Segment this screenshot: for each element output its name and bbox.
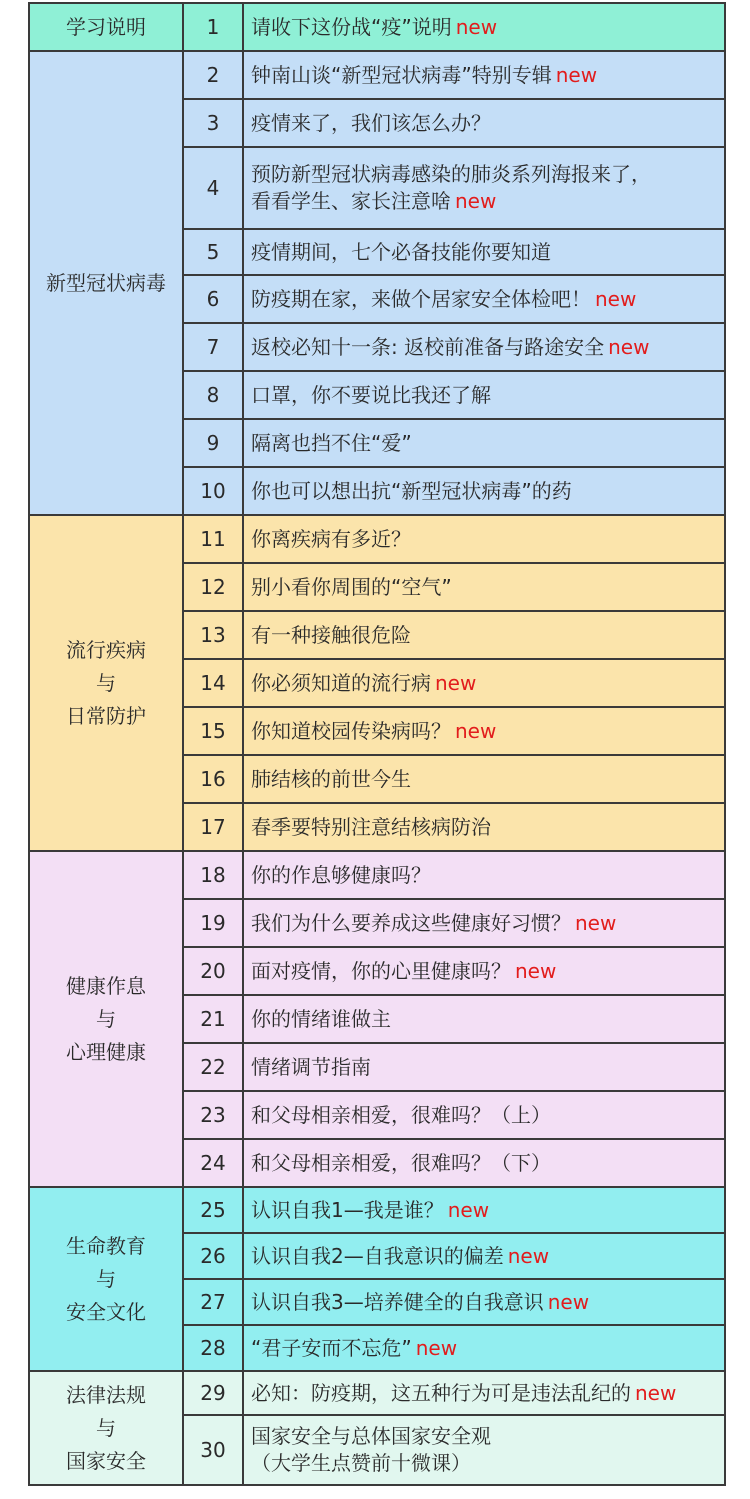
lesson-number: 19 bbox=[183, 899, 243, 947]
lesson-title[interactable] bbox=[251, 334, 724, 361]
lesson-title-text[interactable]: 你的情绪谁做主 bbox=[251, 1006, 391, 1031]
lesson-title[interactable] bbox=[251, 766, 724, 793]
lesson-number: 15 bbox=[183, 707, 243, 755]
lesson-title-cell[interactable] bbox=[243, 371, 725, 419]
lesson-title-text[interactable]: 隔离也挡不住“爱” bbox=[251, 430, 412, 455]
lesson-title[interactable] bbox=[251, 478, 724, 505]
new-badge: new bbox=[455, 718, 497, 743]
lesson-title-text[interactable]: （大学生点赞前十微课） bbox=[251, 1451, 471, 1475]
new-badge: new bbox=[415, 1335, 458, 1360]
category-label: 法律法规 bbox=[66, 1382, 146, 1407]
lesson-title-text[interactable]: 你也可以想出抗“新型冠状病毒”的药 bbox=[251, 478, 572, 503]
lesson-title-cell[interactable] bbox=[243, 1187, 725, 1233]
category-cell bbox=[29, 51, 183, 515]
category-label: 与 bbox=[96, 1266, 116, 1291]
lesson-number: 18 bbox=[183, 851, 243, 899]
lesson-title[interactable] bbox=[251, 239, 724, 266]
category-label: 与 bbox=[96, 1006, 116, 1031]
lesson-number: 1 bbox=[183, 3, 243, 51]
category-cell bbox=[29, 851, 183, 1187]
lesson-title-text[interactable]: 和父母相亲相爱，很难吗？（下） bbox=[251, 1150, 551, 1175]
category-cell bbox=[29, 515, 183, 851]
lesson-title-cell[interactable] bbox=[243, 467, 725, 515]
lesson-title[interactable] bbox=[251, 430, 724, 457]
lesson-number: 29 bbox=[183, 1371, 243, 1415]
lesson-title-cell[interactable] bbox=[243, 1371, 725, 1415]
lesson-title-text[interactable]: 钟南山谈“新型冠状病毒”特别专辑 bbox=[251, 62, 552, 87]
lesson-title-cell[interactable] bbox=[243, 1139, 725, 1187]
lesson-title-text[interactable]: 面对疫情，你的心里健康吗？ bbox=[251, 958, 511, 983]
lesson-number: 23 bbox=[183, 1091, 243, 1139]
lesson-title-text[interactable]: 认识自我2—自我意识的偏差 bbox=[251, 1243, 504, 1268]
lesson-title-cell[interactable] bbox=[243, 659, 725, 707]
lesson-title-cell[interactable] bbox=[243, 803, 725, 851]
lesson-title-text[interactable]: 防疫期在家，来做个居家安全体检吧！ bbox=[251, 286, 591, 311]
lesson-title-text[interactable]: 情绪调节指南 bbox=[251, 1054, 371, 1079]
category-label: 日常防护 bbox=[66, 703, 146, 728]
table-body bbox=[29, 3, 725, 1485]
lesson-title-text[interactable]: 预防新型冠状病毒感染的肺炎系列海报来了， bbox=[251, 162, 651, 186]
lesson-title-text[interactable]: 你的作息够健康吗？ bbox=[251, 862, 431, 887]
lesson-title-cell[interactable] bbox=[243, 1325, 725, 1371]
lesson-title-cell[interactable] bbox=[243, 1233, 725, 1279]
course-index-table bbox=[28, 2, 726, 1486]
category-label: 流行疾病 bbox=[66, 637, 146, 662]
table-row bbox=[29, 3, 725, 51]
table-row bbox=[29, 515, 725, 563]
table-row bbox=[29, 1371, 725, 1415]
lesson-number: 11 bbox=[183, 515, 243, 563]
lesson-title-cell[interactable] bbox=[243, 323, 725, 371]
new-badge: new bbox=[608, 334, 650, 359]
lesson-number: 6 bbox=[183, 275, 243, 323]
lesson-title-text[interactable]: 和父母相亲相爱，很难吗？（上） bbox=[251, 1102, 551, 1127]
lesson-title[interactable] bbox=[251, 188, 724, 215]
lesson-title[interactable] bbox=[251, 670, 724, 697]
lesson-title-text[interactable]: 春季要特别注意结核病防治 bbox=[251, 814, 491, 839]
lesson-title-text[interactable]: 别小看你周围的“空气” bbox=[251, 574, 452, 599]
category-cell bbox=[29, 1371, 183, 1485]
lesson-title[interactable] bbox=[251, 1243, 724, 1270]
lesson-title-cell[interactable] bbox=[243, 1279, 725, 1325]
category-cell bbox=[29, 1187, 183, 1371]
lesson-title-cell[interactable] bbox=[243, 99, 725, 147]
lesson-title-text[interactable]: 你必须知道的流行病 bbox=[251, 670, 431, 695]
lesson-number: 12 bbox=[183, 563, 243, 611]
lesson-title-cell[interactable] bbox=[243, 563, 725, 611]
lesson-title[interactable] bbox=[251, 161, 724, 188]
lesson-title[interactable] bbox=[251, 286, 724, 313]
lesson-title-cell[interactable] bbox=[243, 851, 725, 899]
new-badge: new bbox=[635, 1380, 677, 1405]
lesson-title[interactable] bbox=[251, 862, 724, 889]
category-label: 安全文化 bbox=[66, 1299, 146, 1324]
lesson-title-text[interactable]: 返校必知十一条: 返校前准备与路途安全 bbox=[251, 334, 605, 359]
lesson-title[interactable] bbox=[251, 1006, 724, 1033]
lesson-title-text[interactable]: 你离疾病有多近？ bbox=[251, 526, 411, 551]
lesson-number: 16 bbox=[183, 755, 243, 803]
lesson-title[interactable] bbox=[251, 1423, 724, 1450]
lesson-title-cell[interactable] bbox=[243, 515, 725, 563]
lesson-number: 28 bbox=[183, 1325, 243, 1371]
category-label: 国家安全 bbox=[66, 1448, 146, 1473]
category-label: 心理健康 bbox=[66, 1039, 146, 1064]
new-badge: new bbox=[575, 910, 617, 935]
lesson-number: 8 bbox=[183, 371, 243, 419]
lesson-title[interactable] bbox=[251, 718, 724, 745]
lesson-title[interactable] bbox=[251, 1380, 724, 1407]
lesson-title-cell[interactable] bbox=[243, 229, 725, 275]
lesson-title-text[interactable]: 必知：防疫期，这五种行为可是违法乱纪的 bbox=[251, 1380, 631, 1405]
lesson-number: 10 bbox=[183, 467, 243, 515]
lesson-number: 24 bbox=[183, 1139, 243, 1187]
lesson-title-text[interactable]: “君子安而不忘危” bbox=[251, 1335, 412, 1360]
new-badge: new bbox=[455, 189, 497, 213]
lesson-number: 4 bbox=[183, 147, 243, 229]
lesson-number: 13 bbox=[183, 611, 243, 659]
lesson-title-text[interactable]: 认识自我1—我是谁？ bbox=[251, 1197, 444, 1222]
new-badge: new bbox=[447, 1197, 490, 1222]
lesson-title-text[interactable]: 看看学生、家长注意啥 bbox=[251, 189, 451, 213]
lesson-title[interactable] bbox=[251, 1289, 724, 1316]
table-row bbox=[29, 51, 725, 99]
lesson-title[interactable] bbox=[251, 958, 724, 985]
lesson-title[interactable] bbox=[251, 1150, 724, 1177]
lesson-title-text[interactable]: 请收下这份战“疫”说明 bbox=[251, 14, 452, 39]
category-label: 与 bbox=[96, 670, 116, 695]
lesson-number: 7 bbox=[183, 323, 243, 371]
lesson-title-text[interactable]: 肺结核的前世今生 bbox=[251, 766, 411, 791]
category-label: 学习说明 bbox=[66, 14, 146, 39]
lesson-number: 26 bbox=[183, 1233, 243, 1279]
lesson-number: 9 bbox=[183, 419, 243, 467]
lesson-title-cell[interactable] bbox=[243, 1043, 725, 1091]
category-label: 生命教育 bbox=[66, 1233, 146, 1258]
lesson-number: 3 bbox=[183, 99, 243, 147]
lesson-title[interactable] bbox=[251, 814, 724, 841]
lesson-number: 22 bbox=[183, 1043, 243, 1091]
new-badge: new bbox=[595, 286, 637, 311]
lesson-title[interactable] bbox=[251, 910, 724, 937]
lesson-title-text[interactable]: 你知道校园传染病吗？ bbox=[251, 718, 451, 743]
lesson-number: 2 bbox=[183, 51, 243, 99]
lesson-title-cell[interactable] bbox=[243, 51, 725, 99]
lesson-title-text[interactable]: 认识自我3—培养健全的自我意识 bbox=[251, 1289, 544, 1314]
lesson-title-cell[interactable] bbox=[243, 899, 725, 947]
lesson-title-text[interactable]: 口罩，你不要说比我还了解 bbox=[251, 382, 491, 407]
new-badge: new bbox=[515, 958, 557, 983]
category-label: 新型冠状病毒 bbox=[46, 270, 166, 295]
table-row bbox=[29, 851, 725, 899]
lesson-title-cell[interactable] bbox=[243, 1415, 725, 1485]
lesson-number: 30 bbox=[183, 1415, 243, 1485]
new-badge: new bbox=[547, 1289, 590, 1314]
new-badge: new bbox=[455, 14, 498, 39]
lesson-number: 20 bbox=[183, 947, 243, 995]
lesson-title-cell[interactable] bbox=[243, 707, 725, 755]
new-badge: new bbox=[507, 1243, 550, 1268]
lesson-number: 25 bbox=[183, 1187, 243, 1233]
lesson-title-cell[interactable] bbox=[243, 147, 725, 229]
category-cell bbox=[29, 3, 183, 51]
lesson-title-cell[interactable] bbox=[243, 995, 725, 1043]
category-label: 与 bbox=[96, 1415, 116, 1440]
new-badge: new bbox=[435, 670, 477, 695]
lesson-title[interactable] bbox=[251, 1197, 724, 1224]
lesson-title[interactable] bbox=[251, 1102, 724, 1129]
lesson-number: 14 bbox=[183, 659, 243, 707]
lesson-title-cell[interactable] bbox=[243, 275, 725, 323]
lesson-title[interactable] bbox=[251, 14, 724, 41]
lesson-number: 21 bbox=[183, 995, 243, 1043]
lesson-title[interactable] bbox=[251, 622, 724, 649]
lesson-title[interactable] bbox=[251, 1054, 724, 1081]
lesson-title[interactable] bbox=[251, 526, 724, 553]
lesson-title-cell[interactable] bbox=[243, 419, 725, 467]
lesson-title-text[interactable]: 疫情期间，七个必备技能你要知道 bbox=[251, 239, 551, 264]
new-badge: new bbox=[555, 62, 598, 87]
category-label: 健康作息 bbox=[66, 973, 146, 998]
lesson-title[interactable] bbox=[251, 1335, 724, 1362]
lesson-number: 27 bbox=[183, 1279, 243, 1325]
table-row bbox=[29, 1187, 725, 1233]
lesson-title-text[interactable]: 疫情来了，我们该怎么办？ bbox=[251, 110, 491, 135]
lesson-title-cell[interactable] bbox=[243, 947, 725, 995]
lesson-title[interactable] bbox=[251, 382, 724, 409]
lesson-title-cell[interactable] bbox=[243, 611, 725, 659]
lesson-number: 5 bbox=[183, 229, 243, 275]
lesson-title-text[interactable]: 我们为什么要养成这些健康好习惯？ bbox=[251, 910, 571, 935]
lesson-title-cell[interactable] bbox=[243, 755, 725, 803]
lesson-title-text[interactable]: 国家安全与总体国家安全观 bbox=[251, 1424, 491, 1448]
lesson-title[interactable] bbox=[251, 62, 724, 89]
lesson-number: 17 bbox=[183, 803, 243, 851]
lesson-title-cell[interactable] bbox=[243, 3, 725, 51]
lesson-title-text[interactable]: 有一种接触很危险 bbox=[251, 622, 411, 647]
lesson-title[interactable] bbox=[251, 110, 724, 137]
lesson-title-cell[interactable] bbox=[243, 1091, 725, 1139]
lesson-title[interactable] bbox=[251, 574, 724, 601]
lesson-title[interactable] bbox=[251, 1450, 724, 1477]
